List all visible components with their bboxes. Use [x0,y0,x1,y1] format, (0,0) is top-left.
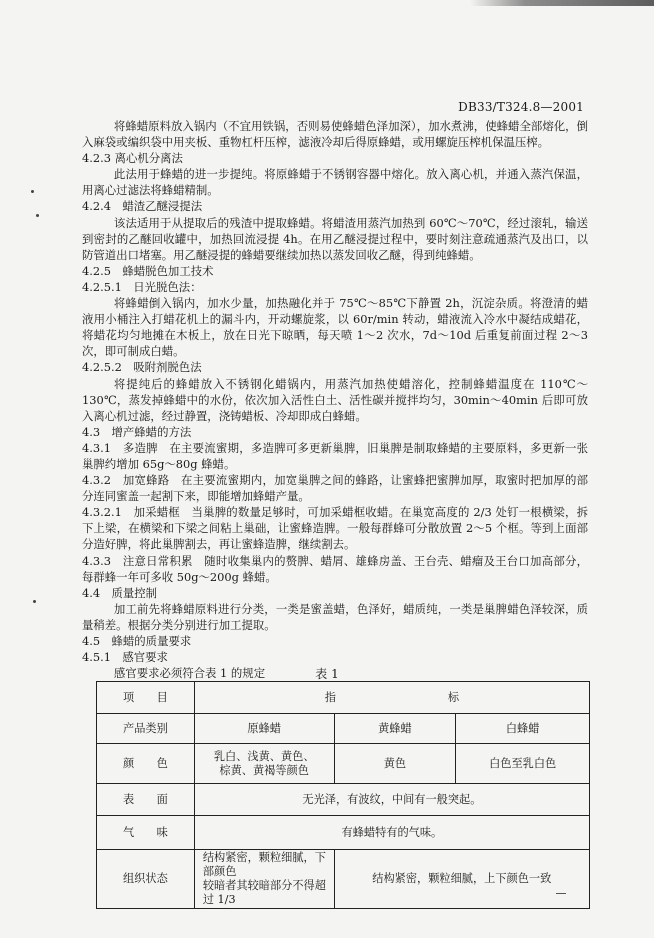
section-heading: 4.5.1 感官要求 [82,650,168,665]
scan-artifact [470,0,654,6]
row-label: 产品类别 [97,714,195,744]
table-header-row [97,682,590,714]
section-heading: 4.2.5.2 吸附剂脱色法 [82,360,202,375]
section-heading: 4.2.3 离心机分离法 [82,151,183,166]
table-cell: 有蜂蜡特有的气味。 [194,816,589,850]
header-cell: 项 目 [97,682,195,714]
document-body [82,118,588,681]
standard-code: DB33/T324.8—2001 [458,100,584,114]
paragraph: 加工前先将蜂蜡原料进行分类，一类是蜜盖蜡，色泽好，蜡质纯，一类是巢脾蜡色泽较深，质量稍差。根据分类分别进行加工提取。 [82,601,588,632]
section-heading: 4.3 增产蜂蜡的方法 [82,424,192,439]
paragraph: 将提纯后的蜂蜡放入不锈钢化蜡锅内，用蒸汽加热使蜡溶化，控制蜂蜡温度在 110℃～130℃，蒸发掉蜂蜡中的水份，依次加入活性白土、活性碳并搅拌均匀，30min～40min 后即可放入离心机过滤，经过静置，浇铸蜡板、冷却即成白蜂蜡。 [82,376,588,423]
paragraph: 该法适用于从提取后的残渣中提取蜂蜡。将蜡渣用蒸汽加热到 60℃～70℃，经过滚轧，输送到密封的乙醚回收罐中，加热回流浸提 4h。在用乙醚浸提过程中，要时刻注意疏通蒸汽及出口，以防管道出口堵塞。用乙醚浸提的蜂蜡要继续加热以蒸发回收乙醚，得到纯蜂蜡。 [82,215,588,262]
header-cell: 指 标 [194,682,589,714]
cell-line: 棕黄、黄褐等颜色 [219,763,309,777]
section-heading: 4.5 蜂蜡的质量要求 [82,634,192,648]
paragraph: 4.3.2 加宽蜂路 在主要流蜜期内，加宽巢脾之间的蜂路，让蜜蜂把蜜脾加厚，取蜜时把加厚的部分连同蜜盖一起割下来，即能增加蜂蜡产量。 [82,473,588,504]
table-cell: 结构紧密，颗粒细腻，上下颜色一致 [334,850,589,909]
paragraph: 4.3.1 多造脾 在主要流蜜期，多造脾可多更新巢脾，旧巢脾是制取蜂蜡的主要原料，多更新一张巢脾约增加 65g～80g 蜂蜡。 [82,440,588,471]
table-row [97,714,590,744]
table-caption: 表 1 [315,667,339,681]
cell-line: 较暗者其较暗部分不得超过 1/3 [202,879,326,906]
table-cell: 白色至乳白色 [456,744,590,784]
scan-speck [556,893,566,894]
scan-speck [36,214,39,217]
section-heading: 4.4 质量控制 [82,585,158,600]
table-cell [194,744,334,784]
paragraph: 将蜂蜡倒入锅内，加水少量，加热融化并于 75℃～85℃下静置 2h，沉淀杂质。将澄清的蜡液用小桶注入打蜡花机上的漏斗内，开动螺旋浆，以 60r/min 转动，蜡液流入冷水中凝结成蜡花，将蜡花均匀地摊在木板上，放在日光下晾晒，每天喷 1～2 次水，7d～10d 后重复前面过程 2～3 次，即可制成白蜡。 [82,296,588,359]
scan-speck [31,190,34,193]
table-cell: 黄蜂蜡 [334,714,456,744]
section-heading: 4.2.5 蜂蜡脱色加工技术 [82,263,214,278]
section-heading: 4.2.5.1 日光脱色法： [82,279,202,294]
table-cell: 白蜂蜡 [456,714,590,744]
sensory-requirements-table [96,681,590,909]
table-row [97,784,590,816]
paragraph: 4.3.2.1 加采蜡框 当巢脾的数量足够时，可加采蜡框收蜡。在巢宽高度的 2/3 处钉一根横梁，拆下上梁，在横梁和下梁之间粘上巢础，让蜜蜂造脾。一般每群蜂可分散放置 2～5 个框。等到上面部分造好脾，将此巢脾割去，再让蜜蜂造脾，继续割去。 [82,505,588,552]
table-row [97,850,590,909]
paragraph: 此法用于蜂蜡的进一步提纯。将原蜂蜡于不锈钢容器中熔化。放入离心机，并通入蒸汽保温，用离心过滤法将蜂蜡精制。 [82,167,588,198]
table-row [97,744,590,784]
row-label: 颜 色 [97,744,195,784]
table-cell: 黄色 [334,744,456,784]
paragraph: 4.3.3 注意日常积累 随时收集巢内的赘脾、蜡屑、雄蜂房盖、王台壳、蜡瘤及王台口加高部分，每群蜂一年可多收 50g～200g 蜂蜡。 [82,553,588,584]
table-cell [194,850,334,909]
table-row [97,816,590,850]
table-cell: 原蜂蜡 [194,714,334,744]
row-label: 气 味 [97,816,195,850]
cell-line: 结构紧密，颗粒细腻，下部颜色 [202,851,326,878]
cell-line: 乳白、浅黄、黄色、 [213,749,315,763]
paragraph: 将蜂蜡原料放入锅内（不宜用铁锅，否则易使蜂蜡色泽加深），加水煮沸，使蜂蜡全部熔化，倒入麻袋或编织袋中用夹板、重物杠杆压榨，滤液冷却后得原蜂蜡，或用螺旋压榨机保温压榨。 [82,119,588,150]
table-cell: 无光泽，有波纹，中间有一般突起。 [194,784,589,816]
section-heading: 4.2.4 蜡渣乙醚浸提法 [82,199,203,214]
row-label: 组织状态 [97,850,195,909]
row-label: 表 面 [97,784,195,816]
scan-speck [33,600,36,603]
paragraph: 感官要求必须符合表 1 的规定 [113,666,266,681]
